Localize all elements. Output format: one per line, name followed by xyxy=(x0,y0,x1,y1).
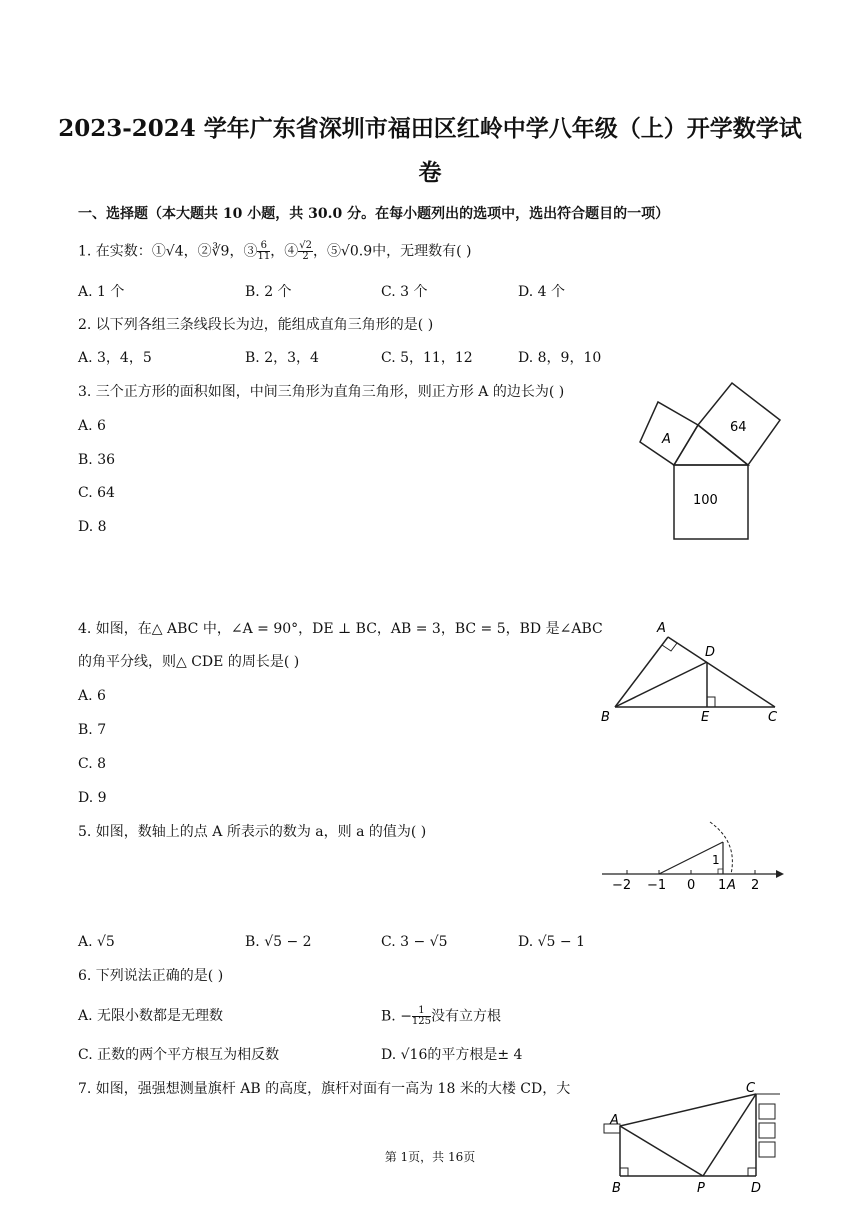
q5-option-c: C. 3 − √5 xyxy=(381,934,448,950)
q2-option-b: B. 2，3，4 xyxy=(245,350,319,366)
point-a: A xyxy=(657,621,666,636)
q6-option-b: B. − $\frac{1}{125}$ 没有立方根 xyxy=(381,1005,502,1027)
q3-option-b: B. 36 xyxy=(78,452,116,468)
q1-fraction-3: $\frac{6}{11}$ xyxy=(257,240,271,262)
question-3-stem: 3. 三个正方形的面积如图，中间三角形为直角三角形，则正方形 A 的边长为( ) xyxy=(78,384,565,400)
tick-neg1: −1 xyxy=(647,878,667,893)
q2-option-a: A. 3，4，5 xyxy=(78,350,152,366)
question-5-stem: 5. 如图，数轴上的点 A 所表示的数为 a，则 a 的值为( ) xyxy=(78,824,427,840)
q1-option-b: B. 2 个 xyxy=(245,284,292,300)
q1-item-2: ②∛9 xyxy=(197,243,230,260)
question-6-stem: 6. 下列说法正确的是( ) xyxy=(78,968,224,984)
q6-option-b-fraction: $\frac{1}{125}$ xyxy=(411,1005,432,1027)
q1-suffix: 中，无理数有( ) xyxy=(372,243,472,260)
question-2-stem: 2. 以下列各组三条线段长为边，能组成直角三角形的是( ) xyxy=(78,317,434,333)
point-b: B xyxy=(612,1181,621,1196)
q4-option-a: A. 6 xyxy=(78,688,106,704)
q3-option-c: C. 64 xyxy=(78,485,115,501)
q4-option-d: D. 9 xyxy=(78,790,107,806)
q1-option-a: A. 1 个 xyxy=(78,284,125,300)
q1-item-3: ③ xyxy=(243,243,258,260)
q6-option-d: D. √16的平方根是± 4 xyxy=(381,1047,523,1063)
question-4-stem-line1: 4. 如图，在△ ABC 中，∠A = 90°，DE ⊥ BC，AB = 3，BC = 5，BD 是∠ABC xyxy=(78,621,603,637)
page-footer: 第 1页，共 16页 xyxy=(384,1150,476,1164)
q5-option-a: A. √5 xyxy=(78,934,115,950)
question-7-stem: 7. 如图，强强想测量旗杆 AB 的高度，旗杆对面有一高为 18 米的大楼 CD，大 xyxy=(78,1081,571,1097)
document-title-line2: 卷 xyxy=(418,159,442,186)
q4-option-c: C. 8 xyxy=(78,756,107,772)
document-title-line1: 2023-2024 学年广东省深圳市福田区红岭中学八年级（上）开学数学试 xyxy=(58,115,802,142)
point-d: D xyxy=(705,645,716,660)
segment-one-label: 1 xyxy=(712,853,720,867)
q1-item-4: ④ xyxy=(284,243,299,260)
label-a: A xyxy=(662,432,671,447)
point-c: C xyxy=(746,1081,756,1096)
q5-option-b: B. √5 − 2 xyxy=(245,934,312,950)
q1-option-d: D. 4 个 xyxy=(518,284,565,300)
q3-option-d: D. 8 xyxy=(78,519,107,535)
point-p: P xyxy=(697,1181,705,1196)
q5-option-d: D. √5 − 1 xyxy=(518,934,585,950)
q1-fraction-4: $\frac{√2}{2}$ xyxy=(299,240,312,262)
label-100: 100 xyxy=(693,493,718,508)
tick-2: 2 xyxy=(751,878,760,893)
point-e: E xyxy=(701,710,710,725)
q1-item-1: ①√4 xyxy=(151,243,184,260)
q6-option-a: A. 无限小数都是无理数 xyxy=(78,1008,224,1024)
point-a-label: A xyxy=(727,878,736,893)
q2-option-d: D. 8，9，10 xyxy=(518,350,602,366)
section-heading: 一、选择题（本大题共 10 小题，共 30.0 分。在每小题列出的选项中，选出符合题目的一项） xyxy=(78,206,670,222)
question-4-stem-line2: 的角平分线，则△ CDE 的周长是( ) xyxy=(78,654,300,670)
label-64: 64 xyxy=(730,420,747,435)
q1-option-c: C. 3 个 xyxy=(381,284,428,300)
q7-flagpole-figure xyxy=(598,1078,784,1198)
q6-option-c: C. 正数的两个平方根互为相反数 xyxy=(78,1047,280,1063)
q1-prefix: 1. 在实数： xyxy=(78,243,152,260)
q2-option-c: C. 5，11，12 xyxy=(381,350,473,366)
q5-number-line-figure xyxy=(600,818,790,898)
point-c: C xyxy=(768,710,778,725)
q3-squares-figure xyxy=(630,380,790,550)
q1-item-5: ⑤√0.9 xyxy=(326,243,373,260)
question-1-stem: 1. 在实数：①√4，②∛9，③ $\frac{6}{11}$ ，④ $\frac{√2}{2}$ ，⑤√0.9中，无理数有( ) xyxy=(78,240,472,262)
point-a: A xyxy=(610,1113,619,1128)
tick-0: 0 xyxy=(687,878,696,893)
q4-option-b: B. 7 xyxy=(78,722,107,738)
q3-option-a: A. 6 xyxy=(78,418,106,434)
q4-triangle-figure xyxy=(595,615,795,730)
tick-neg2: −2 xyxy=(612,878,632,893)
point-d: D xyxy=(751,1181,762,1196)
point-b: B xyxy=(601,710,610,725)
tick-1: 1 xyxy=(718,878,727,893)
